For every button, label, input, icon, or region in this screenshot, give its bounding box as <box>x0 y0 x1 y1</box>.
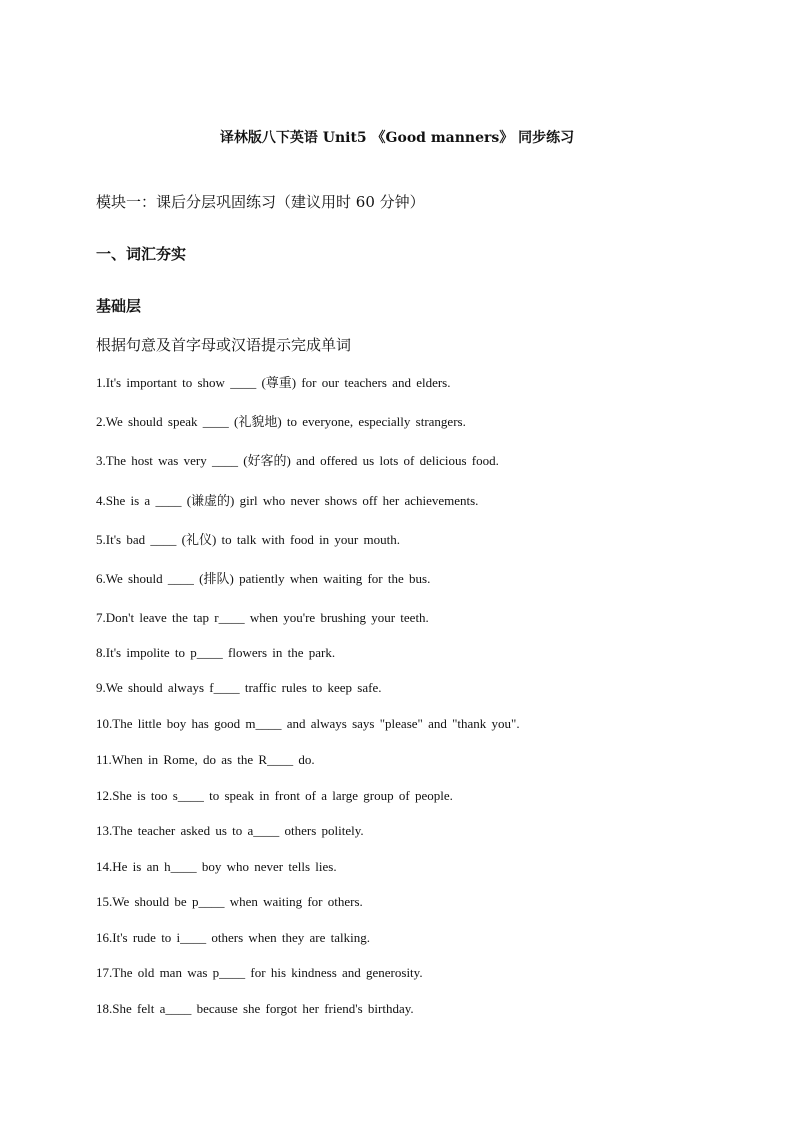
question-item: 11.When in Rome, do as the R____ do. <box>96 752 315 767</box>
module-heading: 模块一：课后分层巩固练习（建议用时 60 分钟） <box>96 193 425 211</box>
question-item: 6.We should ____ (排队) patiently when waiting for the bus. <box>96 571 431 586</box>
question-item: 18.She felt a____ because she forgot her friend's birthday. <box>96 1001 414 1016</box>
question-item: 17.The old man was p____ for his kindness and generosity. <box>96 965 423 980</box>
question-item: 2.We should speak ____ (礼貌地) to everyone, especially strangers. <box>96 414 466 429</box>
question-item: 15.We should be p____ when waiting for others. <box>96 894 363 909</box>
section-heading: 一、词汇夯实 <box>96 245 187 263</box>
question-item: 5.It's bad ____ (礼仪) to talk with food in your mouth. <box>96 532 400 547</box>
question-item: 1.It's important to show ____ (尊重) for our teachers and elders. <box>96 375 451 390</box>
exercise-instruction: 根据句意及首字母或汉语提示完成单词 <box>96 336 352 354</box>
question-item: 10.The little boy has good m____ and always says "please" and "thank you". <box>96 716 520 731</box>
question-item: 12.She is too s____ to speak in front of a large group of people. <box>96 788 453 803</box>
question-item: 3.The host was very ____ (好客的) and offered us lots of delicious food. <box>96 453 499 468</box>
question-item: 8.It's impolite to p____ flowers in the park. <box>96 645 336 660</box>
question-item: 14.He is an h____ boy who never tells lies. <box>96 859 337 874</box>
question-item: 13.The teacher asked us to a____ others politely. <box>96 823 364 838</box>
question-item: 16.It's rude to i____ others when they are talking. <box>96 930 370 945</box>
level-heading: 基础层 <box>96 297 142 315</box>
document-title: 译林版八下英语 Unit5 《Good manners》 同步练习 <box>219 130 575 146</box>
question-item: 7.Don't leave the tap r____ when you're brushing your teeth. <box>96 610 429 625</box>
question-item: 4.She is a ____ (谦虚的) girl who never shows off her achievements. <box>96 493 479 508</box>
question-item: 9.We should always f____ traffic rules to keep safe. <box>96 680 382 695</box>
